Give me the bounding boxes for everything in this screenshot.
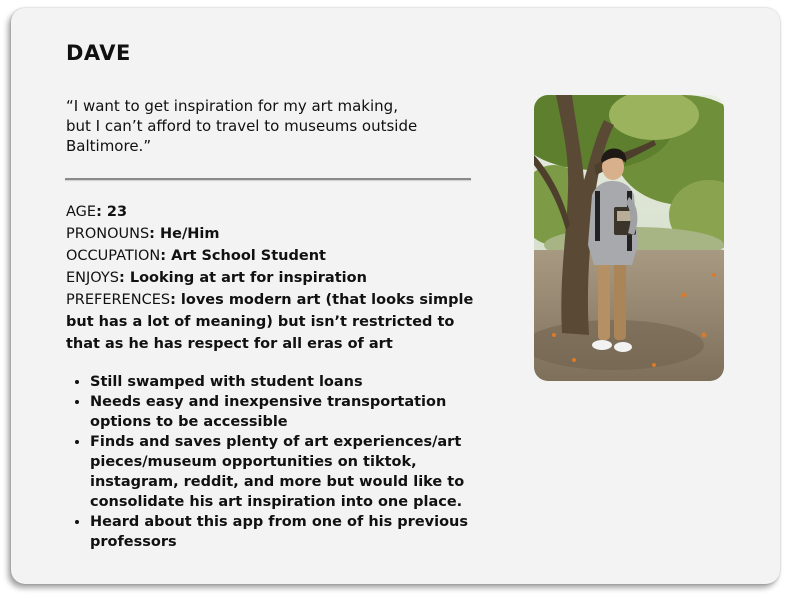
persona-bullets — [66, 372, 510, 552]
persona-details — [66, 201, 486, 355]
detail-age: AGE: 23 — [66, 204, 128, 220]
detail-enjoys: ENJOYS: Looking at art for inspiration — [66, 270, 367, 286]
bullet-item: • Still swamped with student loans — [90, 372, 510, 392]
persona-quote: “I want to get inspiration for my art making, but I can’t afford to travel to museums outside Baltimore.” — [66, 97, 418, 155]
detail-pronouns: PRONOUNS: He/Him — [66, 226, 220, 242]
detail-preferences: PREFERENCES: loves modern art (that looks simple but has a lot of meaning) but isn’t restricted to that as he has respect for all eras of art — [66, 292, 474, 352]
divider — [65, 178, 471, 180]
bullet-item: • Heard about this app from one of his previous professors — [90, 512, 510, 552]
bullet-item: • Finds and saves plenty of art experiences/art pieces/museum opportunities on tiktok, instagram, reddit, and more but would like to consolidate his art inspiration into one place. — [90, 432, 510, 512]
person-photo — [534, 95, 724, 381]
persona-card — [11, 8, 780, 584]
persona-name: DAVE — [66, 41, 131, 65]
person-photo-illustration — [534, 95, 724, 381]
bullet-item: • Needs easy and inexpensive transportation options to be accessible — [90, 392, 510, 432]
detail-occupation: OCCUPATION: Art School Student — [66, 248, 326, 264]
